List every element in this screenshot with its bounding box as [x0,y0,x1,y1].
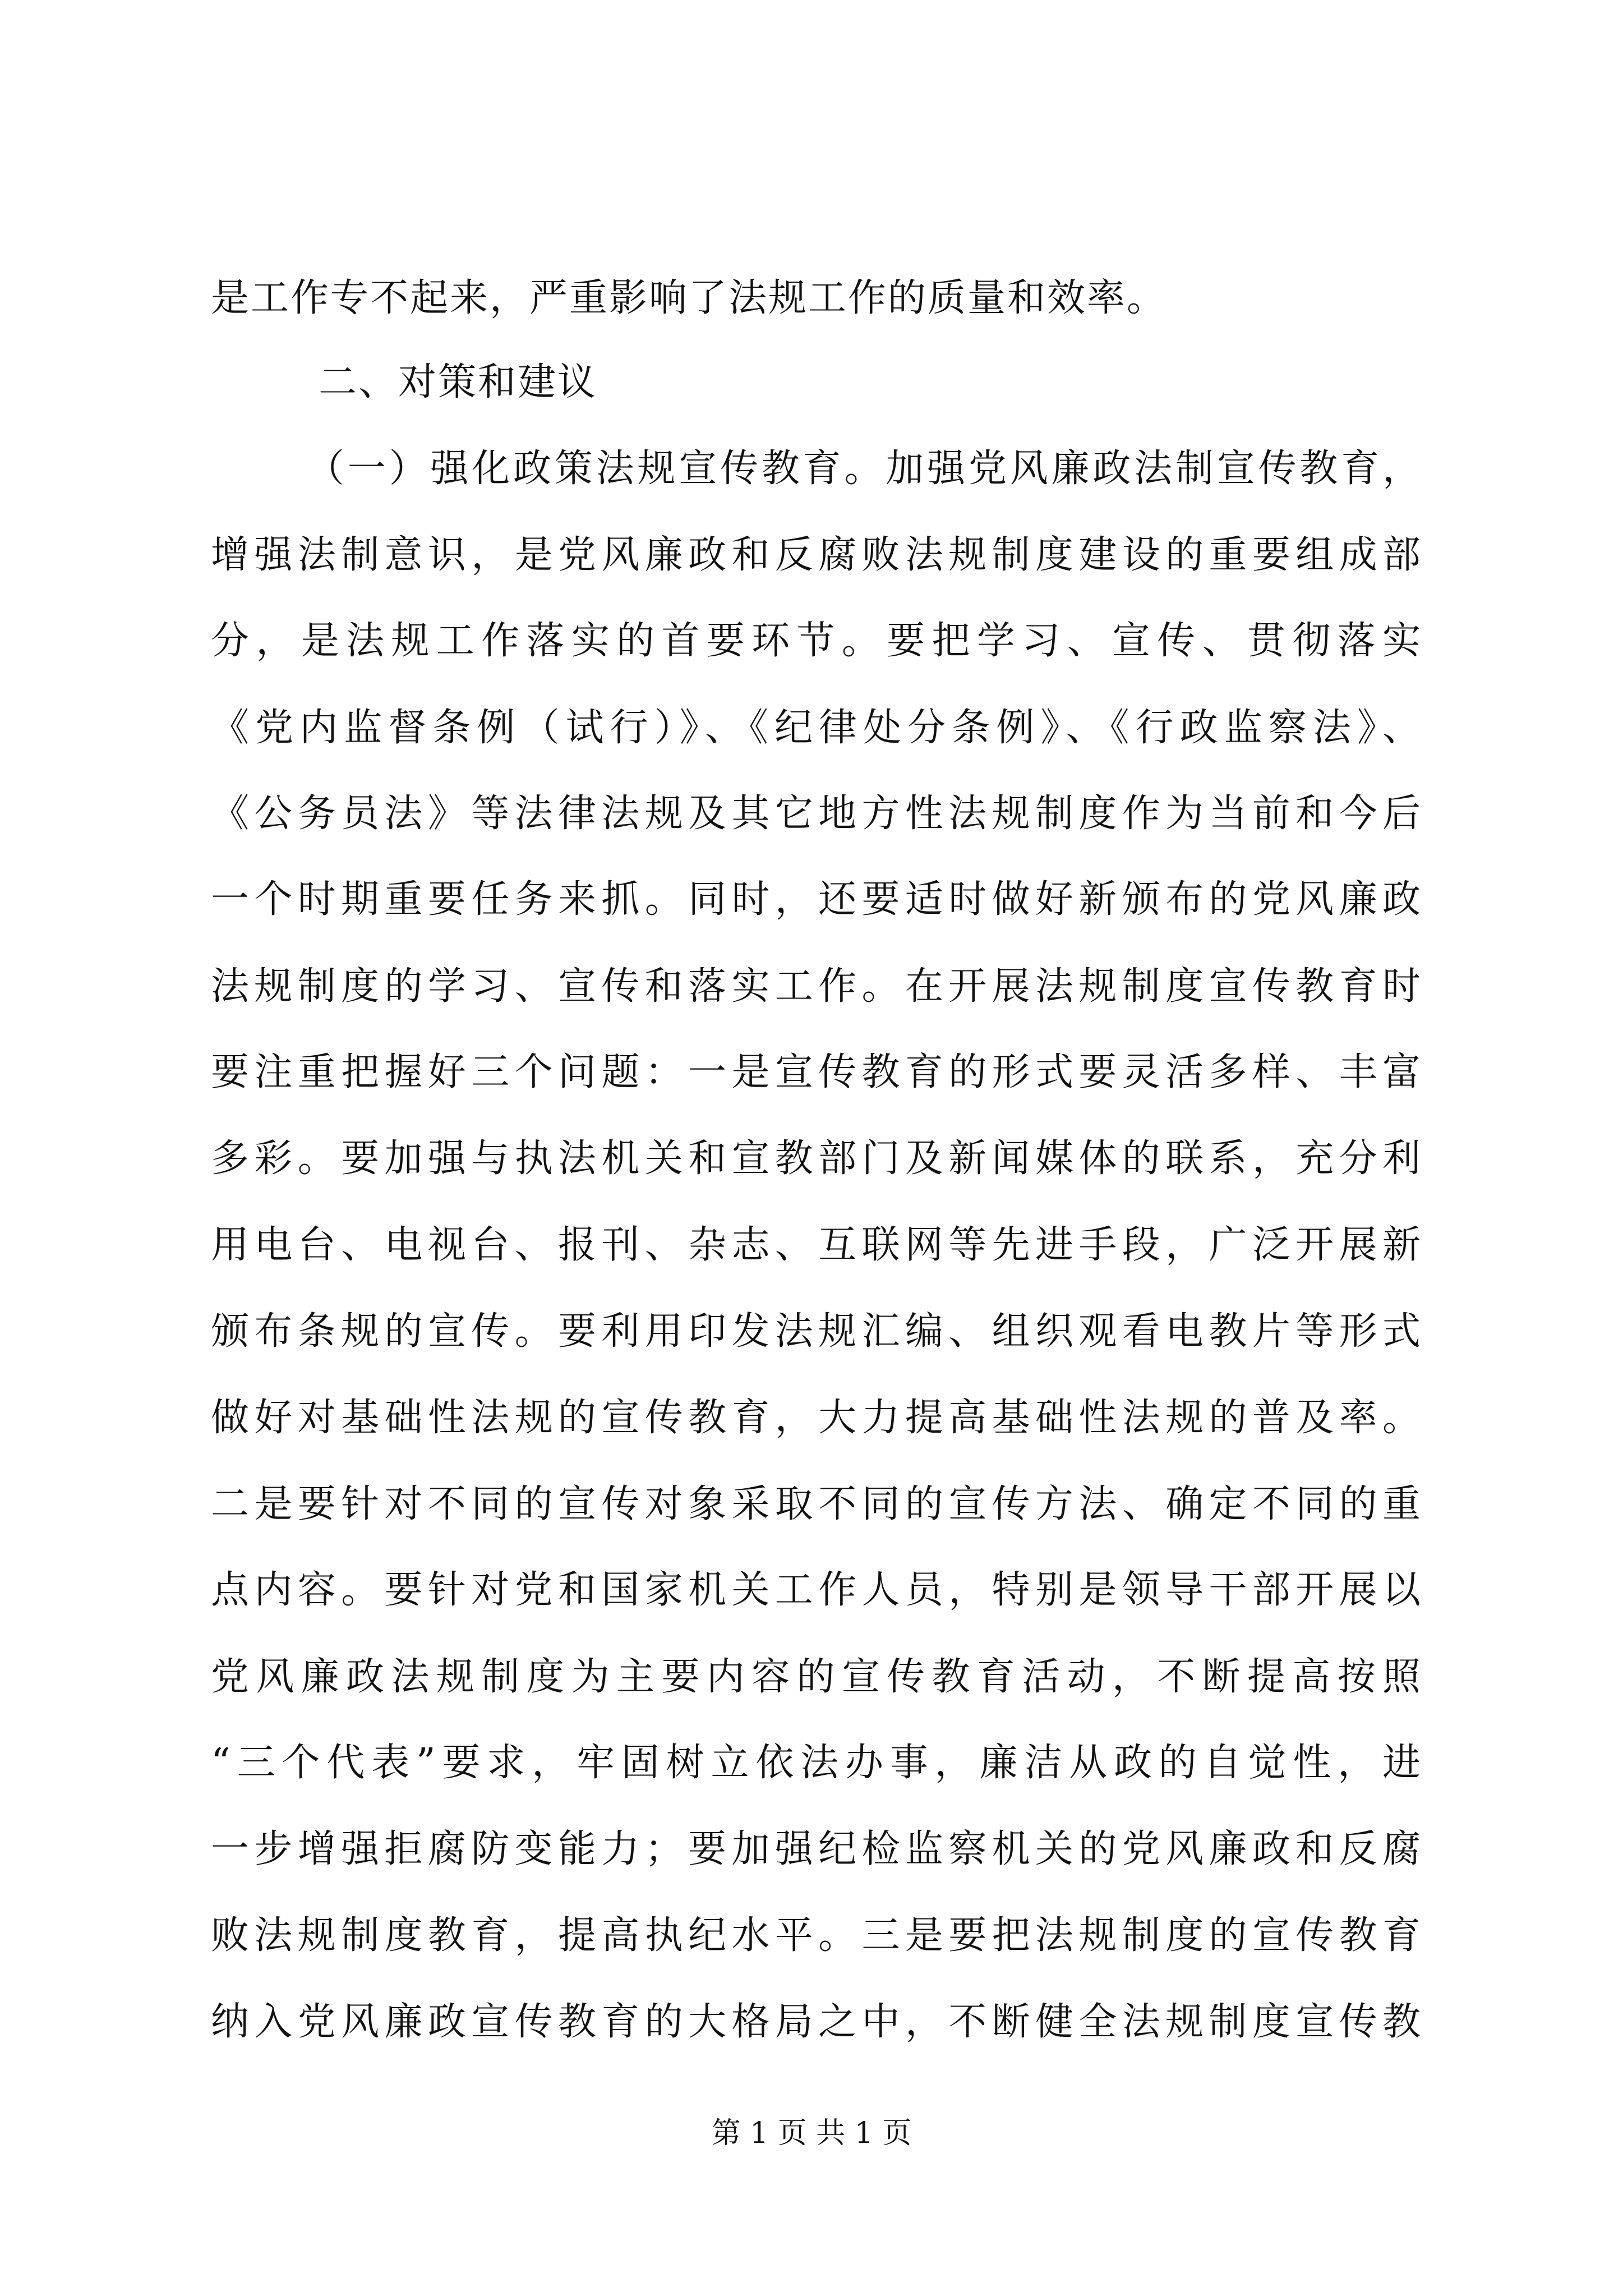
text-line-18: “三个代表”要求，牢固树立依法办事，廉洁从政的自觉性，进 [211,1741,1422,1785]
text-line-4: 增强法制意识，是党风廉政和反腐败法规制度建设的重要组成部 [211,533,1422,577]
text-line-19: 一步增强拒腐防变能力；要加强纪检监察机关的党风廉政和反腐 [211,1827,1422,1871]
text-line-14: 做好对基础性法规的宣传教育，大力提高基础性法规的普及率。 [211,1396,1422,1440]
text-line-16: 点内容。要针对党和国家机关工作人员，特别是领导干部开展以 [211,1568,1422,1612]
text-line-8: 一个时期重要任务来抓。同时，还要适时做好新颁布的党风廉政 [211,877,1422,922]
text-line-1: 是工作专不起来，严重影响了法规工作的质量和效率。 [211,276,1167,320]
text-line-11: 多彩。要加强与执法机关和宣教部门及新闻媒体的联系，充分利 [211,1137,1422,1181]
text-line-3: （一）强化政策法规宣传教育。加强党风廉政法制宣传教育， [306,447,1422,491]
text-line-12: 用电台、电视台、报刊、杂志、互联网等先进手段，广泛开展新 [211,1223,1422,1267]
text-line-17: 党风廉政法规制度为主要内容的宣传教育活动，不断提高按照 [211,1655,1422,1699]
text-line-20: 败法规制度教育，提高执纪水平。三是要把法规制度的宣传教育 [211,1913,1422,1958]
text-line-13: 颁布条规的宣传。要利用印发法规汇编、组织观看电教片等形式 [211,1309,1422,1354]
text-line-5: 分，是法规工作落实的首要环节。要把学习、宣传、贯彻落实 [211,619,1422,663]
text-line-6: 《党内监督条例（试行）》、《纪律处分条例》、《行政监察法》、 [211,706,1422,750]
text-line-21: 纳入党风廉政宣传教育的大格局之中，不断健全法规制度宣传教 [211,2000,1422,2044]
text-line-7: 《公务员法》等法律法规及其它地方性法规制度作为当前和今后 [211,792,1422,836]
section-heading: 二、对策和建议 [319,360,598,404]
text-line-10: 要注重把握好三个问题：一是宣传教育的形式要灵活多样、丰富 [211,1050,1422,1094]
page-number-footer: 第 1 页 共 1 页 [711,2116,912,2150]
text-line-9: 法规制度的学习、宣传和落实工作。在开展法规制度宣传教育时 [211,964,1422,1009]
text-line-15: 二是要针对不同的宣传对象采取不同的宣传方法、确定不同的重 [211,1482,1422,1526]
